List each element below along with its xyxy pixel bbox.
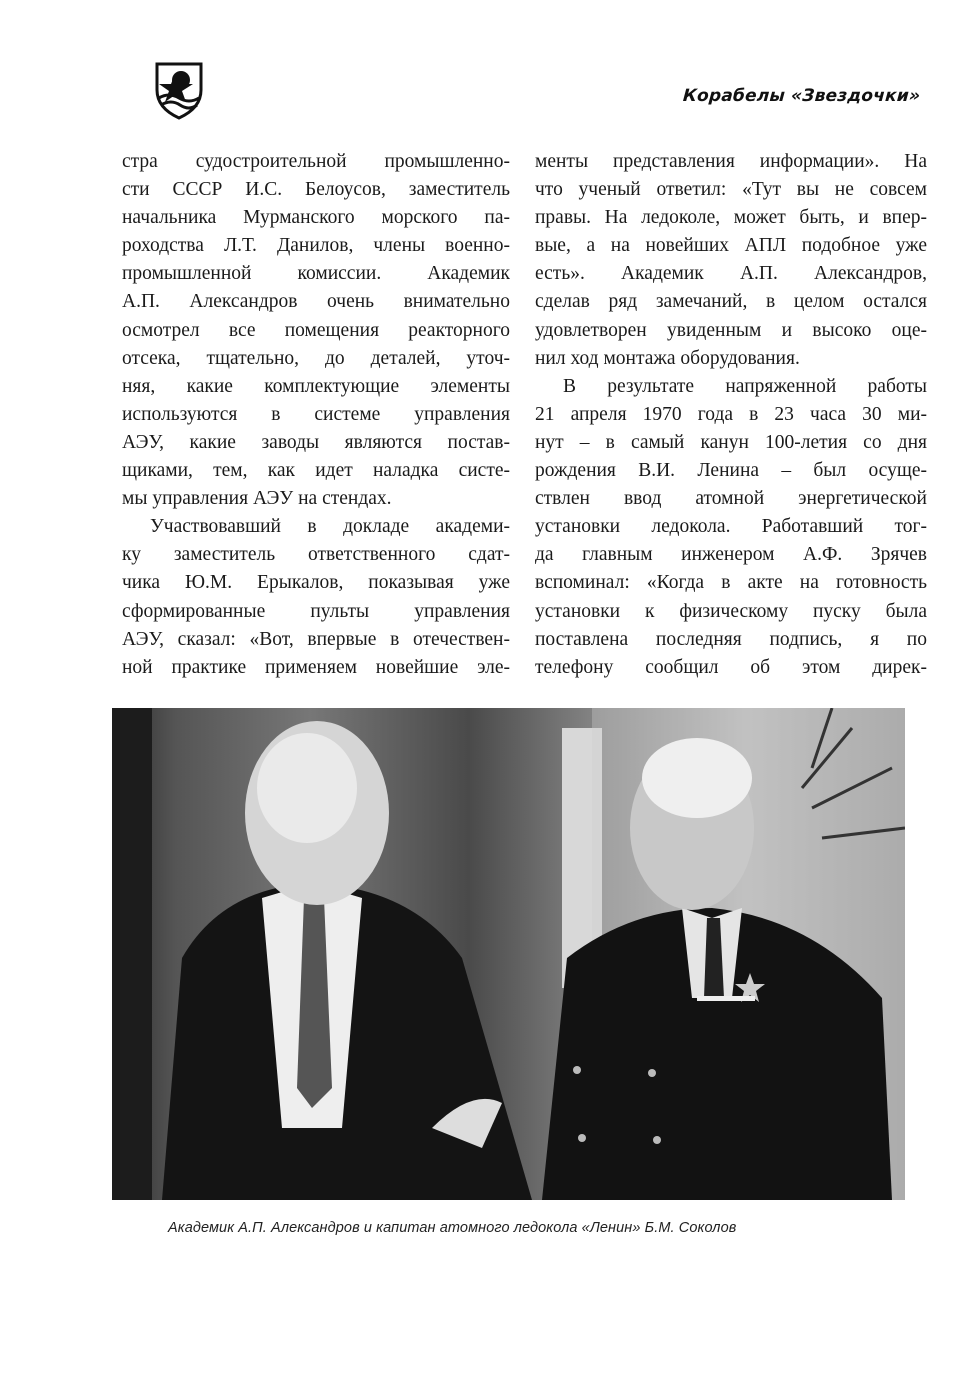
text-line: сделав ряд замечаний, в целом остался [535,291,927,313]
text-line: Участвовавший в докладе академи- [150,516,510,538]
text-line: да главным инженером А.Ф. Зрячев [535,544,927,566]
left-column [122,148,510,682]
text-line: промышленной комиссии. Академик [122,263,510,285]
text-line: удовлетворен увиденным и высоко оце- [535,319,927,341]
text-line: 21 апреля 1970 года в 23 часа 30 ми- [535,403,927,425]
right-column [535,148,927,682]
text-line: отсека, тщательно, до деталей, уточ- [122,347,510,369]
text-line: нил ход монтажа оборудования. [535,347,800,369]
text-line: правы. На ледоколе, может быть, и впер- [535,207,927,229]
photo-caption: Академик А.П. Александров и капитан атомного ледокола «Ленин» Б.М. Соколов [168,1220,737,1236]
text-line: сформированные пульты управления [122,600,510,622]
text-line: вспоминал: «Когда в акте на готовность [535,572,927,594]
text-line: А.П. Александров очень внимательно [122,291,510,313]
text-line: щиками, тем, как идет наладка систе- [122,460,510,482]
text-line: рождения В.И. Ленина – был осуще- [535,460,927,482]
text-line: ствлен ввод атомной энергетической [535,488,927,510]
text-line: мы управления АЭУ на стендах. [122,488,392,510]
text-line: поставлена последняя подпись, я по [535,628,927,650]
text-line: вые, а на новейших АПЛ подобное уже [535,235,927,257]
text-line: АЭУ, сказал: «Вот, впервые в отечествен- [122,628,510,650]
text-line: используются в системе управления [122,403,510,425]
photo-two-men [112,708,905,1200]
text-line: ной практике применяем новейшие эле- [122,656,510,678]
text-line: роходства Л.Т. Данилов, члены военно- [122,235,510,257]
text-line: установки к физическому пуску была [535,600,927,622]
text-line: няя, какие комплектующие элементы [122,375,510,397]
text-line: стра судостроительной промышленно- [122,151,510,172]
text-line: менты представления информации». На [535,151,927,172]
text-line: что ученый ответил: «Тут вы не совсем [535,179,927,201]
text-line: АЭУ, какие заводы являются постав- [122,431,510,453]
text-line: сти СССР И.С. Белоусов, заместитель [122,179,510,201]
text-line: чика Ю.М. Ерыкалов, показывая уже [122,572,510,594]
shipyard-emblem-icon [153,60,205,120]
running-title: Корабелы «Звездочки» [682,86,921,106]
text-line: нут – в самый канун 100-летия со дня [535,431,927,453]
text-line: В результате напряженной работы [563,375,927,397]
text-line: начальника Мурманского морского па- [122,207,510,229]
text-line: установки ледокола. Работавший тог- [535,516,927,538]
text-line: телефону сообщил об этом дирек- [535,656,927,678]
text-line: есть». Академик А.П. Александров, [535,263,927,285]
text-line: ку заместитель ответственного сдат- [122,544,510,566]
text-line: осмотрел все помещения реакторного [122,319,510,341]
